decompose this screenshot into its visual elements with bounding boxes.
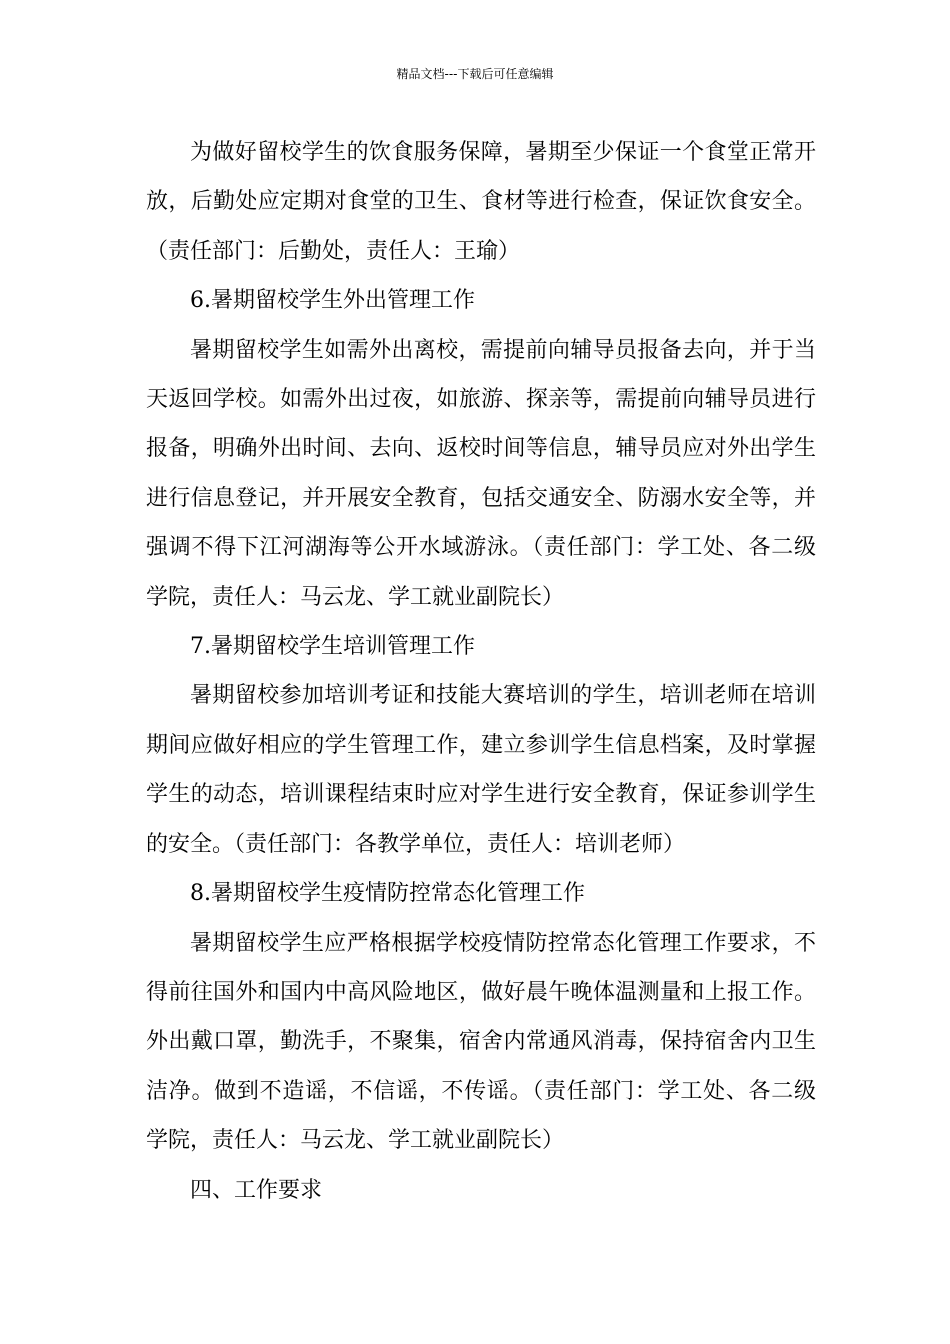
section-heading-outing: 6.暑期留校学生外出管理工作 <box>190 288 475 314</box>
document-body <box>146 128 816 1215</box>
section-heading-epidemic: 8.暑期留校学生疫情防控常态化管理工作 <box>190 881 585 907</box>
paragraph-canteen-service: 为做好留校学生的饮食服务保障，暑期至少保证一个食堂正常开放，后勤处应定期对食堂的卫生、食材等进行检查，保证饮食安全。（责任部门：后勤处，责任人：王瑜） <box>146 140 816 264</box>
paragraph-training-management: 暑期留校参加培训考证和技能大赛培训的学生，培训老师在培训期间应做好相应的学生管理工作，建立参训学生信息档案，及时掌握学生的动态，培训课程结束时应对学生进行安全教育，保证参训学生的安全。（责任部门：各教学单位，责任人：培训老师） <box>146 683 816 857</box>
paragraph-outing-management: 暑期留校学生如需外出离校，需提前向辅导员报备去向，并于当天返回学校。如需外出过夜，如旅游、探亲等，需提前向辅导员进行报备，明确外出时间、去向、返校时间等信息，辅导员应对外出学生进行信息登记，并开展安全教育，包括交通安全、防溺水安全等，并强调不得下江河湖海等公开水域游泳。（责任部门：学工处、各二级学院，责任人：马云龙、学工就业副院长） <box>146 337 816 610</box>
section-heading-work-requirements: 四、工作要求 <box>190 1177 323 1203</box>
section-heading-training: 7.暑期留校学生培训管理工作 <box>190 634 475 660</box>
paragraph-epidemic-control: 暑期留校学生应严格根据学校疫情防控常态化管理工作要求，不得前往国外和国内中高风险地区，做好晨午晚体温测量和上报工作。外出戴口罩，勤洗手，不聚集，宿舍内常通风消毒，保持宿舍内卫生洁净。做到不造谣，不信谣，不传谣。（责任部门：学工处、各二级学院，责任人：马云龙、学工就业副院长） <box>146 930 816 1154</box>
page-header: 精品文档---下载后可任意编辑 <box>396 67 554 81</box>
